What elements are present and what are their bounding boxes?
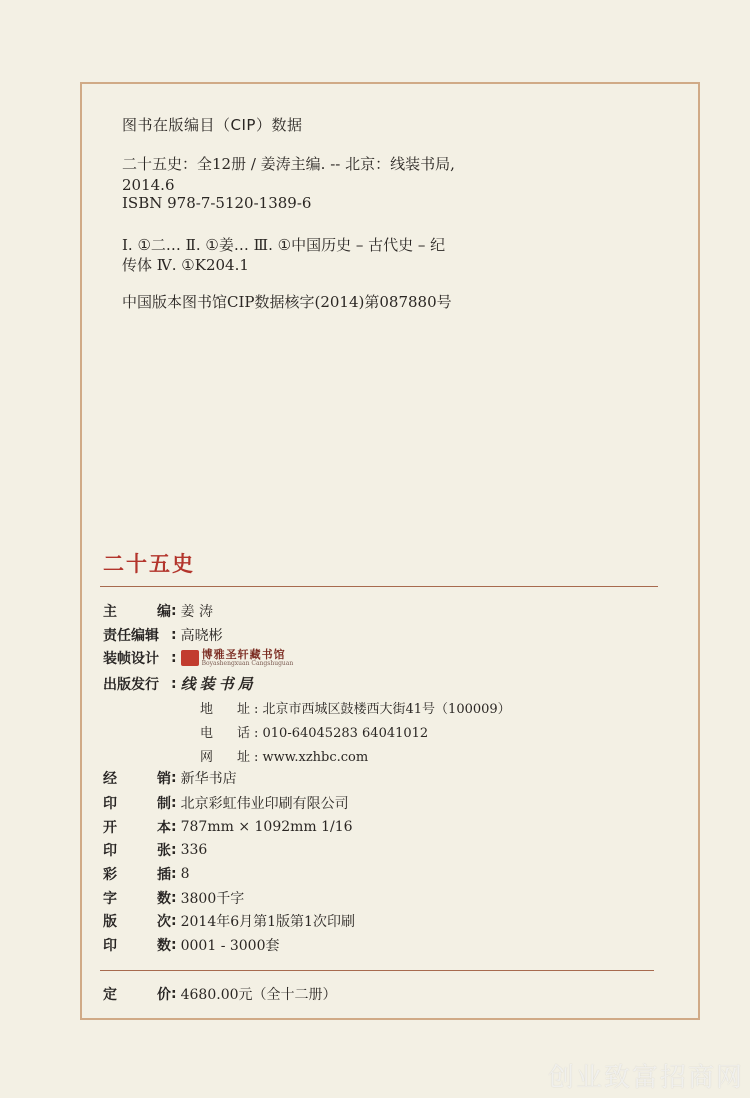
website-value: www.xzhbc.com — [262, 750, 369, 765]
price-label: 定价 — [103, 987, 171, 1003]
price-row: 定价 : 4680.00元（全十二册） — [103, 986, 337, 1003]
spec-value: 787mm × 1092mm 1/16 — [180, 819, 353, 835]
publisher-label: 出版发行 — [103, 676, 159, 693]
title-divider — [100, 586, 658, 587]
phone-label: 电话 — [200, 726, 250, 741]
spec-value: 北京彩虹伟业印刷有限公司 — [180, 796, 349, 812]
spec-label: 字数 — [103, 891, 171, 907]
price-divider — [100, 970, 654, 971]
spec-row: 彩插 : 8 — [103, 866, 190, 883]
spec-row: 字数 : 3800千字 — [103, 890, 245, 907]
spec-label: 彩插 — [103, 867, 171, 883]
publisher-name: 线装书局 — [180, 675, 257, 693]
design-label: 装帧设计 — [103, 651, 159, 667]
cip-line-2: 2014.6 — [122, 176, 175, 194]
cip-line-6: 中国版本图书馆CIP数据核字(2014)第087880号 — [122, 293, 452, 311]
watermark-text: 创业致富招商网 — [547, 1063, 744, 1093]
design-name: 博雅圣轩藏书馆 — [201, 648, 286, 661]
editor-label: 主编 — [103, 604, 171, 620]
editor-value: 姜 涛 — [180, 604, 214, 620]
responsible-editor-label: 责任编辑 — [103, 628, 159, 644]
cip-line-4: Ⅰ. ①二… Ⅱ. ①姜… Ⅲ. ①中国历史 – 古代史 – 纪 — [122, 236, 446, 254]
spec-label: 开本 — [103, 820, 171, 836]
responsible-editor-value: 高晓彬 — [180, 628, 223, 644]
address-label: 地址 — [200, 702, 250, 717]
responsible-editor-row: 责任编辑 : 高晓彬 — [103, 627, 223, 644]
design-logo — [202, 649, 294, 667]
address-row: 地址 : 北京市西城区鼓楼西大街41号（100009） — [200, 698, 511, 717]
cip-line-1: 二十五史：全12册 / 姜涛主编. -- 北京：线装书局, — [122, 155, 455, 173]
spec-value: 新华书店 — [180, 771, 237, 787]
spec-value: 336 — [180, 842, 208, 858]
price-value: 4680.00元（全十二册） — [180, 987, 337, 1003]
phone-value: 010-64045283 64041012 — [262, 726, 429, 741]
spec-row: 印张 : 336 — [103, 842, 208, 859]
book-title: 二十五史 — [103, 552, 195, 576]
phone-row: 电话 : 010-64045283 64041012 — [200, 722, 428, 741]
address-value: 北京市西城区鼓楼西大街41号（100009） — [262, 702, 511, 717]
spec-label: 印张 — [103, 843, 171, 859]
publisher-row: 出版发行 : 线装书局 — [103, 675, 257, 693]
website-label: 网址 — [200, 750, 250, 765]
design-row: 装帧设计 : 博雅圣轩藏书馆 Boyashengxuan Cangshuguan — [103, 648, 294, 667]
spec-label: 经销 — [103, 771, 171, 787]
website-row: 网址 : www.xzhbc.com — [200, 746, 368, 765]
spec-value: 8 — [180, 866, 190, 882]
spec-row: 版次 : 2014年6月第1版第1次印刷 — [103, 913, 355, 930]
spec-label: 印制 — [103, 796, 171, 812]
spec-label: 版次 — [103, 914, 171, 930]
spec-value: 0001 - 3000套 — [180, 938, 280, 954]
design-name-en: Boyashengxuan Cangshuguan — [201, 660, 294, 667]
spec-row: 印数 : 0001 - 3000套 — [103, 937, 280, 954]
spec-label: 印数 — [103, 938, 171, 954]
spec-row: 经销 : 新华书店 — [103, 770, 237, 787]
spec-value: 3800千字 — [180, 891, 245, 907]
seal-logo-icon — [181, 650, 199, 666]
cip-line-5: 传体 Ⅳ. ①K204.1 — [122, 256, 249, 274]
spec-row: 印制 : 北京彩虹伟业印刷有限公司 — [103, 795, 349, 812]
cip-title: 图书在版编目（CIP）数据 — [122, 116, 303, 134]
spec-value: 2014年6月第1版第1次印刷 — [180, 914, 355, 930]
cip-line-3: ISBN 978-7-5120-1389-6 — [122, 194, 312, 212]
spec-row: 开本 : 787mm × 1092mm 1/16 — [103, 819, 353, 836]
editor-row: 主编 : 姜 涛 — [103, 603, 214, 620]
